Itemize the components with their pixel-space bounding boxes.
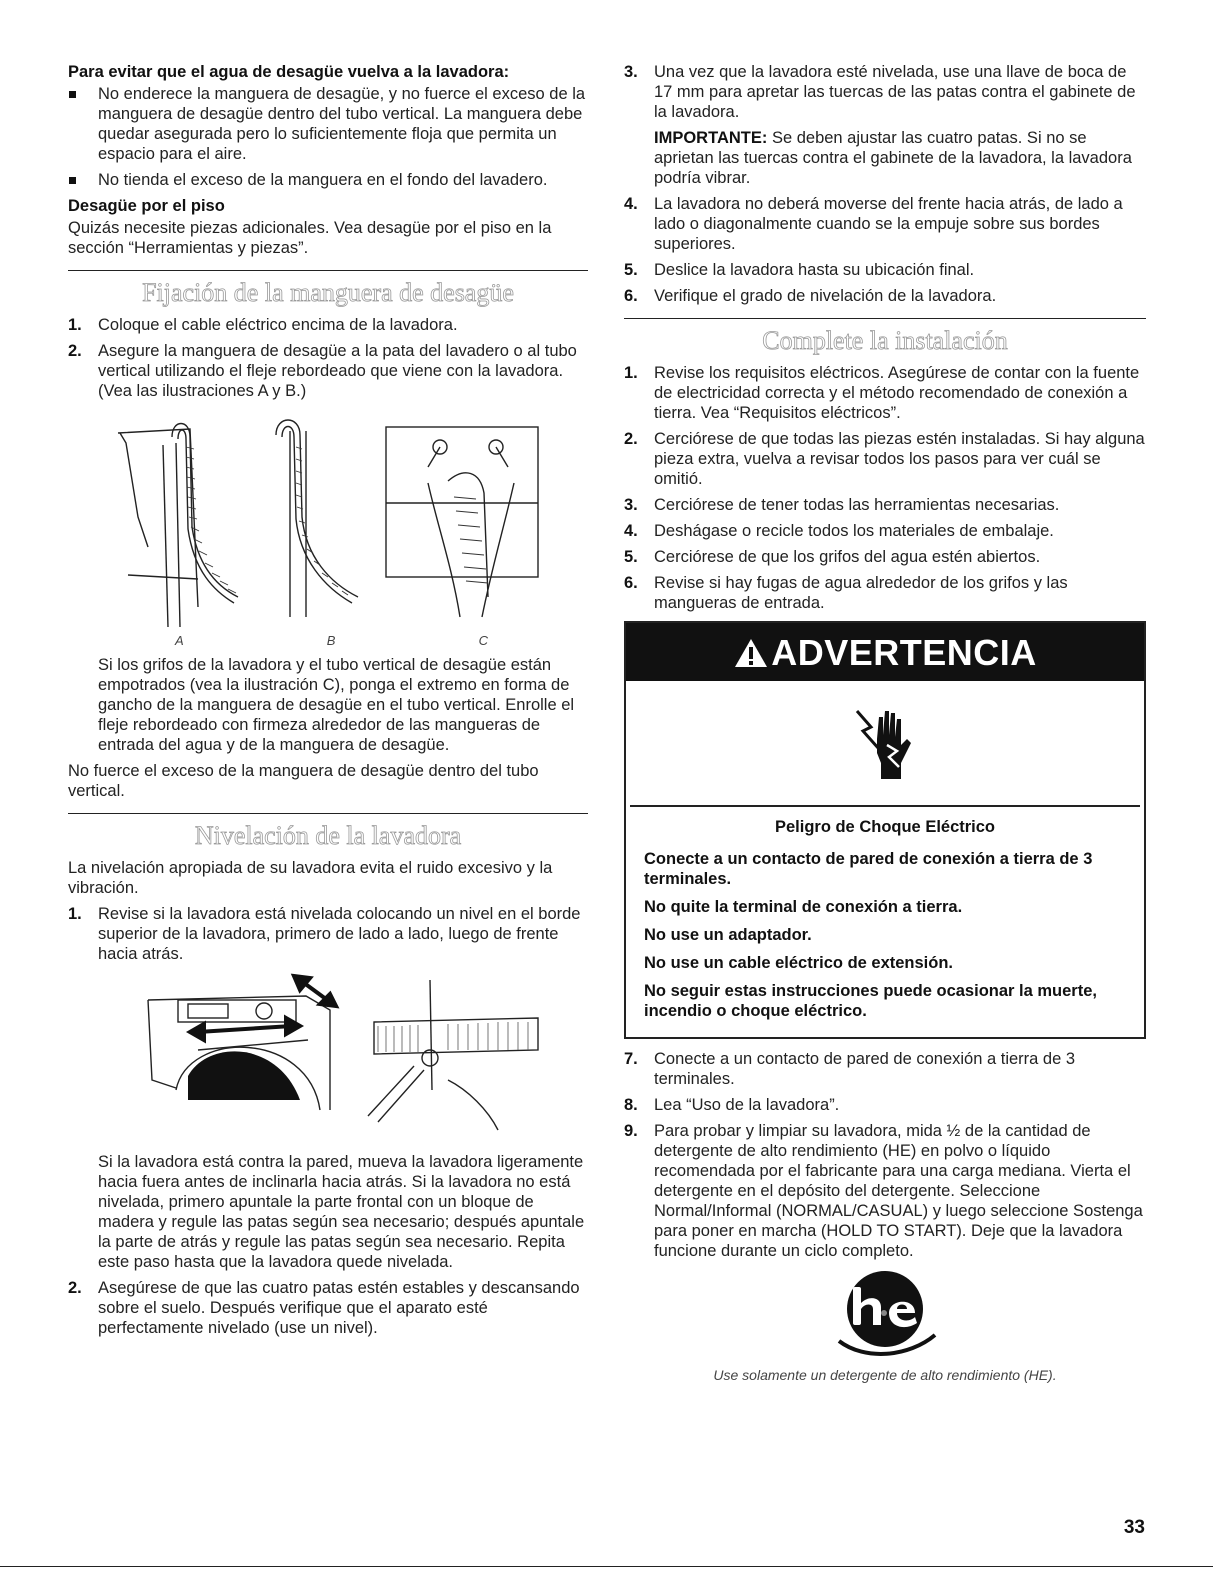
warning-line: No seguir estas instrucciones puede ocasionar la muerte, incendio o choque eléctrico. — [644, 982, 1097, 1020]
step-number: 9. — [624, 1122, 638, 1140]
level-detail: Si la lavadora está contra la pared, mueva la lavadora ligeramente hacia fuera antes de inclinarla hacia atrás. Si la lavadora no está nivelada, primero apuntale la parte frontal con un bloque de madera y regule las patas según sea necesario; después apuntale la parte de atrás y regule las patas según sea necesario. Repita este paso hasta que la lavadora quede nivelada. — [98, 1153, 585, 1271]
step-number: 3. — [624, 496, 638, 514]
drain-hose-illustrations — [68, 407, 588, 633]
left-column — [68, 62, 588, 1344]
floor-drain-text: Quizás necesite piezas adicionales. Vea desagüe por el piso en la sección “Herramientas y piezas”. — [68, 219, 552, 257]
bullet-item: No enderece la manguera de desagüe, y no fuerce el exceso de la manguera de desagüe dentro del tubo vertical. La manguera debe quedar asegurada pero lo suficientemente floja que permita un espacio para el aire. — [68, 84, 588, 164]
step-text: Lea “Uso de la lavadora”. — [654, 1096, 840, 1114]
step-number: 4. — [624, 195, 638, 213]
level-intro: La nivelación apropiada de su lavadora evita el ruido excesivo y la vibración. — [68, 859, 553, 897]
warning-title: Peligro de Choque Eléctrico — [774, 818, 996, 836]
recessed-instructions: Si los grifos de la lavadora y el tubo vertical de desagüe están empotrados (vea la ilustración C), ponga el extremo en forma de gancho de la manguera de desagüe en el tubo vertical. Enrolle el fleje rebordeado con firmeza alrededor de las mangueras de entrada del agua y de la manguera de desagüe. — [98, 656, 575, 754]
leveling-illustration — [68, 970, 588, 1152]
step-item — [624, 1121, 1146, 1261]
step-number: 6. — [624, 574, 638, 592]
warning-line: Conecte a un contacto de pared de conexión a tierra de 3 terminales. — [644, 850, 1093, 888]
step-number: 2. — [68, 1279, 82, 1297]
step-number: 1. — [68, 316, 82, 334]
step-number: 1. — [68, 905, 82, 923]
hose-note: No fuerce el exceso de la manguera de desagüe dentro del tubo vertical. — [68, 762, 539, 800]
step-text: Conecte a un contacto de pared de conexión a tierra de 3 terminales. — [654, 1050, 1076, 1088]
warning-box — [624, 621, 1146, 1039]
level-section-title: Nivelación de la lavadora — [194, 821, 462, 850]
level-steps-right — [624, 62, 1146, 122]
hose-section-title: Fijación de la manguera de desagüe — [142, 278, 514, 307]
drain-back-heading: Para evitar que el agua de desagüe vuelva a la lavadora: — [68, 63, 510, 81]
step-item — [624, 363, 1146, 423]
label-b: B — [326, 633, 336, 648]
step-number: 2. — [624, 430, 638, 448]
important-label: IMPORTANTE: — [654, 129, 768, 147]
step-text: Asegúrese de que las cuatro patas estén estables y descansando sobre el suelo. Después verifique que el aparato esté perfectamente nivelado (use un nivel). — [98, 1279, 580, 1337]
section-divider — [68, 813, 588, 814]
step-text: Cerciórese de que los grifos del agua estén abiertos. — [654, 548, 1041, 566]
level-steps — [68, 904, 588, 964]
page-number: 33 — [1123, 1517, 1145, 1538]
hose-steps — [68, 315, 588, 401]
section-divider — [68, 270, 588, 271]
step-number: 4. — [624, 522, 638, 540]
step-text: Deslice la lavadora hasta su ubicación final. — [654, 261, 975, 279]
right-column — [624, 62, 1146, 1385]
bullet-item: No tienda el exceso de la manguera en el fondo del lavadero. — [68, 170, 588, 190]
step-text: La lavadora no deberá moverse del frente hacia atrás, de lado a lado o diagonalmente cuando se la empuje sobre sus bordes superiores. — [654, 195, 1123, 253]
step-item — [68, 1278, 588, 1338]
step-text: Verifique el grado de nivelación de la lavadora. — [654, 287, 997, 305]
illustration-labels — [68, 631, 588, 651]
step-number: 1. — [624, 364, 638, 382]
step-number: 6. — [624, 287, 638, 305]
warning-header-text: ADVERTENCIA — [771, 632, 1037, 673]
warning-icon-area — [630, 681, 1140, 807]
complete-steps — [624, 363, 1146, 613]
label-a: A — [175, 633, 184, 648]
step-item — [624, 62, 1146, 122]
warning-line: No use un cable eléctrico de extensión. — [644, 954, 954, 972]
step-item — [624, 521, 1146, 541]
he-logo — [825, 1269, 945, 1357]
floor-drain-heading: Desagüe por el piso — [68, 197, 225, 215]
step-item — [68, 904, 588, 964]
step-item — [624, 573, 1146, 613]
step-number: 5. — [624, 261, 638, 279]
step-text: Deshágase o recicle todos los materiales de embalaje. — [654, 522, 1054, 540]
label-c: C — [478, 633, 488, 648]
important-text: Se deben ajustar las cuatro patas. Si no se aprietan las tuercas contra el gabinete de la lavadora, la lavadora podría vibrar. — [654, 129, 1132, 187]
step-item — [624, 1095, 1146, 1115]
step-item — [624, 286, 1146, 306]
level-steps-cont — [68, 1278, 588, 1338]
step-item — [624, 260, 1146, 280]
step-item — [624, 429, 1146, 489]
warning-triangle-icon — [733, 637, 769, 669]
important-note — [624, 128, 1146, 188]
step-text: Revise si la lavadora está nivelada colocando un nivel en el borde superior de la lavadora, primero de lado a lado, luego de frente hacia atrás. — [98, 905, 581, 963]
warning-line: No use un adaptador. — [644, 926, 812, 944]
step-text: Para probar y limpiar su lavadora, mida ½ de la cantidad de detergente de alto rendimiento (HE) en polvo o líquido recomendada por el fabricante para una carga mediana. Vierta el detergente en el depósito del detergente. Seleccione Normal/Informal (NORMAL/CASUAL) y luego seleccione Sostenga para poner en marcha (HOLD TO START). Deje que la lavadora funcione durante un ciclo completo. — [654, 1122, 1143, 1260]
step-text: Una vez que la lavadora esté nivelada, use una llave de boca de 17 mm para apretar las tuercas de las patas contra el gabinete de la lavadora. — [654, 63, 1136, 121]
step-number: 7. — [624, 1050, 638, 1068]
step-number: 3. — [624, 63, 638, 81]
level-steps-right-cont — [624, 194, 1146, 306]
warning-header — [626, 623, 1144, 681]
step-number: 2. — [68, 342, 82, 360]
he-caption: Use solamente un detergente de alto rendimiento (HE). — [713, 1367, 1057, 1383]
drain-back-bullets — [68, 84, 588, 190]
bottom-rule — [0, 1566, 1213, 1567]
step-item — [624, 547, 1146, 567]
step-text: Cerciórese de tener todas las herramientas necesarias. — [654, 496, 1060, 514]
step-text: Revise los requisitos eléctricos. Asegúrese de contar con la fuente de electricidad correcta y el método recomendado de conexión a tierra. Vea “Requisitos eléctricos”. — [654, 364, 1140, 422]
electric-shock-hand-icon — [853, 705, 917, 781]
warning-line: No quite la terminal de conexión a tierra. — [644, 898, 963, 916]
step-number: 5. — [624, 548, 638, 566]
step-text: Coloque el cable eléctrico encima de la lavadora. — [98, 316, 458, 334]
final-steps — [624, 1049, 1146, 1261]
step-item — [624, 495, 1146, 515]
step-item — [624, 194, 1146, 254]
step-item — [68, 341, 588, 401]
section-divider — [624, 318, 1146, 319]
step-text: Revise si hay fugas de agua alrededor de los grifos y las mangueras de entrada. — [654, 574, 1068, 612]
step-text: Cerciórese de que todas las piezas estén instaladas. Si hay alguna pieza extra, vuelva a revisar todos los pasos para ver cuál se omitió. — [654, 430, 1145, 488]
complete-section-title: Complete la instalación — [762, 326, 1008, 355]
step-text: Asegure la manguera de desagüe a la pata del lavadero o al tubo vertical utilizando el fleje rebordeado que viene con la lavadora. (Vea las ilustraciones A y B.) — [98, 342, 577, 400]
step-item — [624, 1049, 1146, 1089]
step-item — [68, 315, 588, 335]
warning-body — [626, 807, 1144, 1037]
step-number: 8. — [624, 1096, 638, 1114]
